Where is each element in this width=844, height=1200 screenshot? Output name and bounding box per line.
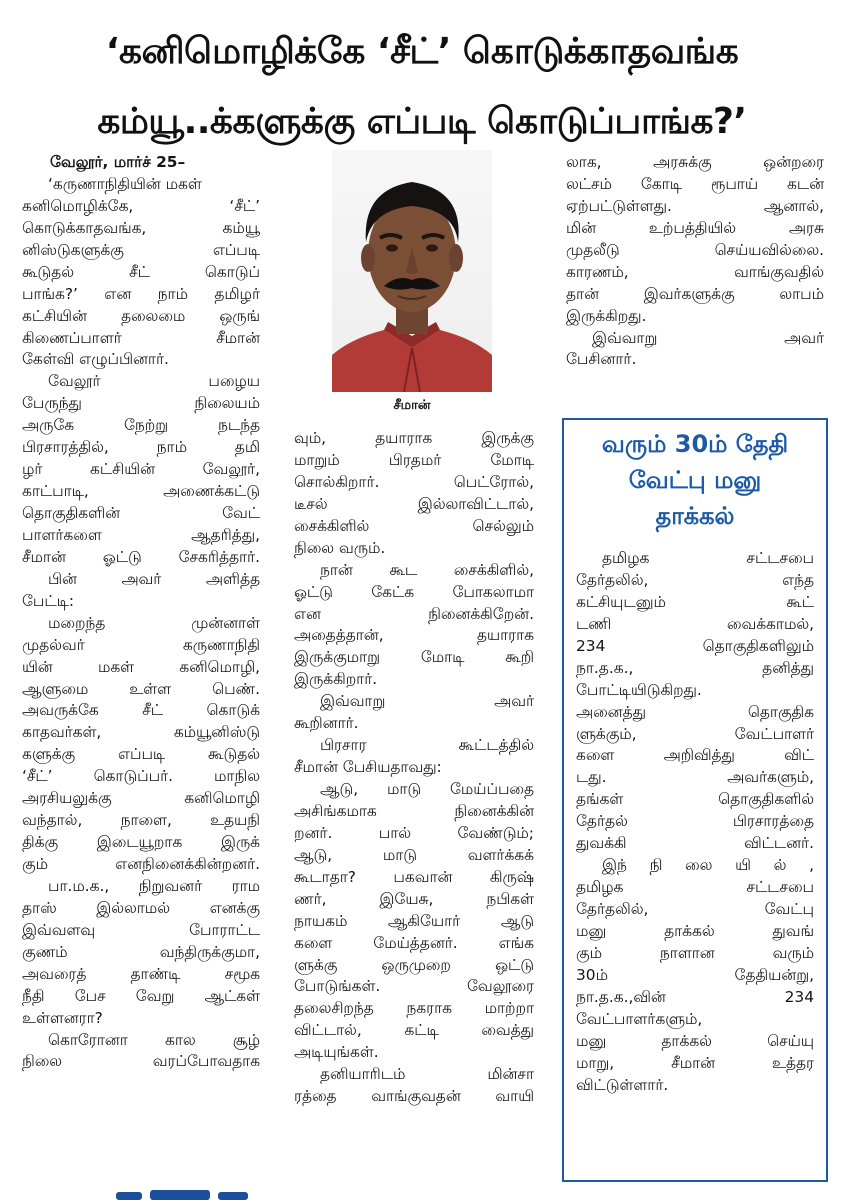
text-line: திக்கு இடையூறாக இருக் xyxy=(22,833,260,852)
text-line: கூடாதா? பகவான் கிருஷ் xyxy=(294,867,534,886)
text-line: கேள்வி எழுப்பினார். xyxy=(22,350,169,369)
text-line: ளுக்கு ஒருமுறை ஒட்டு xyxy=(294,955,534,974)
text-line: தேர்தலில், வேட்பு xyxy=(576,900,814,918)
text-line: கனிமொழிக்கே, ‘சீட்’ xyxy=(22,196,260,215)
text-line: அருகே நேற்று நடந்த xyxy=(22,416,260,435)
text-line: 30ம் தேதியன்று, xyxy=(576,965,814,984)
text-line: விட்டால், கட்டி வைத்து xyxy=(294,1021,534,1040)
box-headline xyxy=(564,426,826,534)
text-line: இருக்கிறார். xyxy=(294,670,378,689)
text-line: இந் நி லை யி ல் , xyxy=(602,856,814,875)
box-headline-line: தாக்கல் xyxy=(655,502,735,530)
text-line: மாறு, சீமான் உத்தர xyxy=(576,1053,814,1072)
text-line: சைக்கிளில் செல்லும் xyxy=(294,516,534,535)
text-line: தேர்தலில், எந்த xyxy=(576,570,814,589)
text-line: ஆடு, மாடு வளர்க்கக் xyxy=(294,845,534,864)
text-line: பின் அவர் அளித்த xyxy=(48,569,260,588)
text-line: ஏற்பட்டுள்ளது. ஆனால், xyxy=(566,196,824,215)
text-line: மனு தாக்கல் துவங் xyxy=(576,921,814,940)
text-line: தேர்தல் பிரசாரத்தை xyxy=(576,812,814,831)
text-line: தலைசிறந்த நகராக மாற்றா xyxy=(294,999,534,1018)
text-line: இருக்கிறது. xyxy=(566,306,647,325)
text-line: கும் நாளான வரும் xyxy=(576,943,814,962)
text-line: அதைத்தான், தயாராக xyxy=(294,626,534,645)
text-line: காரணம், வாங்குவதில் xyxy=(566,262,824,281)
text-line: நீதி பேச வேறு ஆட்கள் xyxy=(22,986,260,1005)
text-line: 234 தொகுதிகளிலும் xyxy=(576,636,814,655)
text-line: அனைத்து தொகுதிக xyxy=(576,702,814,721)
text-line: அவருக்கே சீட் கொடுக் xyxy=(22,701,260,720)
text-line: ‘கருணாநிதியின் மகள் xyxy=(48,174,202,193)
text-line: பா.ம.க., நிறுவனர் ராம xyxy=(48,876,260,895)
sidebar-news-box xyxy=(562,418,828,1182)
text-line: கொரோனா கால சூழ் xyxy=(48,1030,260,1049)
text-line: பாளர்களை ஆதரித்து, xyxy=(22,525,260,544)
text-line: நிலை வரும். xyxy=(294,538,386,557)
text-line: நான் கூட சைக்கிளில், xyxy=(320,560,534,579)
text-line: விட்டுள்ளார். xyxy=(576,1075,669,1094)
text-line: அடியுங்கள். xyxy=(294,1043,379,1062)
text-line: னிஸ்டுகளுக்கு எப்படி xyxy=(22,240,260,259)
text-line: மனு தாக்கல் செய்யு xyxy=(576,1031,814,1050)
box-body xyxy=(576,548,814,1096)
text-line: குணம் வந்திருக்குமா, xyxy=(22,942,260,961)
text-line: கூடுதல் சீட் கொடுப் xyxy=(22,262,260,281)
text-line: முதல்வர் கருணாநிதி xyxy=(22,635,260,654)
text-line: நாயகம் ஆகியோர் ஆடு xyxy=(294,911,534,930)
text-line: டணி வைக்காமல், xyxy=(576,614,814,633)
text-line: மாறும் பிரதமர் மோடி xyxy=(294,450,534,469)
text-line: என நினைக்கிறேன். xyxy=(294,604,534,623)
text-line: தமிழக சட்டசபை xyxy=(576,878,814,897)
text-line: களுக்கு எப்படி கூடுதல் xyxy=(22,745,260,764)
text-line: வும், தயாராக இருக்கு xyxy=(294,429,534,447)
headline-line-2: கம்யூ..க்களுக்கு எப்படி கொடுப்பாங்க?’ xyxy=(97,101,747,142)
text-line: கொடுக்காதவங்க, கம்யூ xyxy=(22,218,260,237)
text-line: நிலை வரப்போவதாக xyxy=(22,1052,260,1071)
text-line: கிணைப்பாளர் சீமான் xyxy=(22,328,260,347)
text-line: ளுக்கும், வேட்பாளர் xyxy=(576,724,814,743)
text-line: களை மேய்த்தனர். எங்க xyxy=(294,933,534,952)
text-line: வேட்பாளர்களும், xyxy=(576,1009,703,1028)
text-line: உள்ளனரா? xyxy=(22,1008,103,1027)
text-line: பிரசாரத்தில், நாம் தமி xyxy=(22,438,260,457)
text-line: தொகுதிகளின் வேட் xyxy=(22,504,260,523)
text-line: நா.த.க.,வின் 234 xyxy=(576,987,814,1006)
text-line: ரத்தை வாங்குவதன் வாயி xyxy=(294,1087,534,1106)
article-column-1 xyxy=(22,152,260,1073)
text-line: ஆளுமை உள்ள பெண். xyxy=(22,679,260,698)
text-line: சீமான் பேசியதாவது: xyxy=(294,758,442,777)
text-line: சொல்கிறார். பெட்ரோல், xyxy=(294,472,534,491)
text-line: காதவர்கள், கம்யூனிஸ்டு xyxy=(22,723,260,742)
text-line: ஓட்டு கேட்க போகலாமா xyxy=(294,582,534,601)
article-column-2 xyxy=(294,428,534,1108)
text-line: இவ்வாறு அவர் xyxy=(320,692,534,711)
text-line: தாஸ் இல்லாமல் எனக்கு xyxy=(22,898,260,917)
text-line: பாங்க?’ என நாம் தமிழர் xyxy=(22,284,260,303)
text-line: கூறினார். xyxy=(294,714,359,733)
text-line: தான் இவர்களுக்கு லாபம் xyxy=(566,284,824,303)
text-line: டீசல் இல்லாவிட்டால், xyxy=(294,494,534,513)
text-line: தமிழக சட்டசபை xyxy=(602,549,814,567)
text-line: துவக்கி விட்டனர். xyxy=(576,834,814,853)
headline-line-1: ‘கனிமொழிக்கே ‘சீட்’ கொடுக்காதவங்க xyxy=(105,31,739,72)
text-line: யின் மகள் கனிமொழி, xyxy=(22,657,260,676)
text-line: காட்பாடி, அணைக்கட்டு xyxy=(22,482,260,501)
text-line: பேட்டி: xyxy=(22,591,75,610)
text-line: ழர் கட்சியின் வேலூர், xyxy=(22,460,260,479)
text-line: நா.த.க., தனித்து xyxy=(576,658,814,677)
text-line: ணர், இயேசு, நபிகள் xyxy=(294,889,534,908)
text-line: போட்டியிடுகிறது. xyxy=(576,680,702,699)
text-line: முதலீடு செய்யவில்லை. xyxy=(566,240,824,259)
next-story-headline-cutoff xyxy=(0,1176,844,1200)
text-line: வந்தால், நாளை, உதயநி xyxy=(22,811,260,830)
text-line: சீமான் ஓட்டு சேகரித்தார். xyxy=(22,547,260,566)
text-line: பேருந்து நிலையம் xyxy=(22,394,260,413)
text-line: ‘சீட்’ கொடுப்பர். மாநில xyxy=(22,767,260,786)
dateline: வேலூர், மார்ச் 25– xyxy=(50,153,186,171)
text-line: களை அறிவித்து விட் xyxy=(576,746,814,765)
text-line: அசிங்கமாக நினைக்கின் xyxy=(294,801,534,820)
photo-caption: சீமான் xyxy=(393,398,431,413)
box-headline-line: வரும் 30ம் தேதி xyxy=(601,430,789,458)
text-line: அரசியலுக்கு கனிமொழி xyxy=(22,789,260,808)
text-line: கட்சியுடனும் கூட் xyxy=(576,592,814,611)
text-line: பிரசார கூட்டத்தில் xyxy=(320,736,534,755)
text-line: வேலூர் பழைய xyxy=(48,372,260,391)
text-line: இவ்வாறு அவர் xyxy=(592,328,824,347)
text-line: போடுங்கள். வேலூரை xyxy=(294,977,534,996)
text-line: பேசினார். xyxy=(566,350,637,369)
box-headline-line: வேட்பு மனு xyxy=(628,466,762,494)
text-line: றனர். பால் வேண்டும்; xyxy=(294,823,534,842)
text-line: இவ்வளவு போராட்ட xyxy=(22,920,260,939)
text-line: மறைந்த முன்னாள் xyxy=(48,613,260,632)
text-line: தங்கள் தொகுதிகளில் xyxy=(576,790,814,809)
text-line: இருக்குமாறு மோடி கூறி xyxy=(294,648,534,667)
text-line: கும் எனநினைக்கின்றனர். xyxy=(22,855,260,874)
text-line: அவரைத் தாண்டி சமூக xyxy=(22,964,260,983)
text-line: லாக, அரசுக்கு ஒன்றரை xyxy=(566,153,824,171)
seeman-photo xyxy=(332,150,492,392)
text-line: ஆடு, மாடு மேய்ப்பதை xyxy=(320,780,534,798)
text-line: மின் உற்பத்தியில் அரசு xyxy=(566,218,824,237)
text-line: தனியாரிடம் மின்சா xyxy=(320,1065,534,1084)
article-column-3 xyxy=(566,152,824,371)
text-line: கட்சியின் தலைமை ஒருங் xyxy=(22,306,260,325)
text-line: லட்சம் கோடி ரூபாய் கடன் xyxy=(566,174,824,193)
text-line: டது. அவர்களும், xyxy=(576,768,814,787)
